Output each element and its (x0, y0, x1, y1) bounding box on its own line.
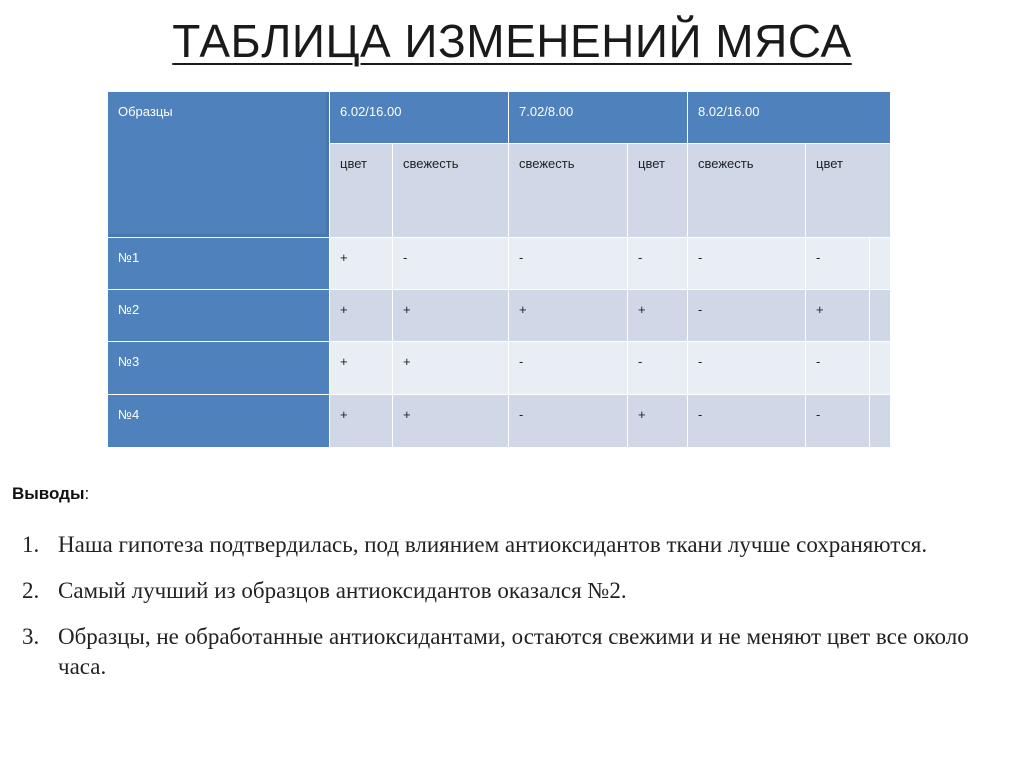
table-cell: - (688, 290, 806, 342)
table-row (108, 290, 891, 342)
table-stub (870, 395, 891, 448)
table-cell: - (393, 238, 509, 290)
table-stub (870, 290, 891, 342)
table-stub (870, 342, 891, 395)
list-item-number: 2. (22, 578, 40, 603)
table-cell: - (688, 395, 806, 448)
subheader-cell: цвет (330, 144, 393, 238)
list-item-number: 1. (22, 532, 40, 557)
meat-changes-table (107, 91, 891, 448)
subheader-cell: свежесть (393, 144, 509, 238)
table-cell: + (330, 395, 393, 448)
conclusions-list (22, 530, 982, 698)
list-item (22, 576, 982, 606)
table-cell: - (688, 238, 806, 290)
table-cell: + (806, 290, 870, 342)
table-cell: - (509, 395, 628, 448)
subheader-cell: цвет (628, 144, 688, 238)
row-label: №3 (108, 342, 330, 395)
table-cell: + (509, 290, 628, 342)
conclusions-heading-colon: : (84, 484, 90, 503)
row-label: №1 (108, 238, 330, 290)
table-row (108, 238, 891, 290)
table-cell: + (628, 395, 688, 448)
list-item (22, 622, 982, 682)
list-item-text: Самый лучший из образцов антиоксидантов оказался №2. (58, 578, 627, 603)
header-date-2: 7.02/8.00 (509, 92, 688, 144)
subheader-cell: свежесть (509, 144, 628, 238)
conclusions-heading (12, 484, 89, 504)
table-cell: - (628, 238, 688, 290)
table-cell: + (330, 238, 393, 290)
conclusions-heading-text: Выводы (12, 484, 85, 503)
table-cell: + (393, 395, 509, 448)
subheader-cell: цвет (806, 144, 891, 238)
table-cell: + (628, 290, 688, 342)
row-label: №2 (108, 290, 330, 342)
table-cell: - (806, 238, 870, 290)
table-cell: - (628, 342, 688, 395)
table-cell: + (330, 290, 393, 342)
table-cell: - (806, 342, 870, 395)
page-title (0, 14, 1024, 68)
subheader-cell: свежесть (688, 144, 806, 238)
table-cell: - (509, 342, 628, 395)
list-item-number: 3. (22, 624, 40, 649)
list-item (22, 530, 982, 560)
table-cell: - (509, 238, 628, 290)
header-date-1: 6.02/16.00 (330, 92, 509, 144)
table-cell: + (393, 342, 509, 395)
header-samples: Образцы (108, 92, 330, 238)
table-cell: - (688, 342, 806, 395)
header-date-3: 8.02/16.00 (688, 92, 891, 144)
table-cell: + (330, 342, 393, 395)
table-cell: + (393, 290, 509, 342)
table-cell: - (806, 395, 870, 448)
table-row (108, 395, 891, 448)
list-item-text: Наша гипотеза подтвердилась, под влиянием антиоксидантов ткани лучше сохраняются. (58, 532, 928, 557)
row-label: №4 (108, 395, 330, 448)
table-stub (870, 238, 891, 290)
table-row (108, 342, 891, 395)
list-item-text: Образцы, не обработанные антиоксидантами, остаются свежими и не меняют цвет все около часа. (58, 624, 969, 679)
page-title-text: ТАБЛИЦА ИЗМЕНЕНИЙ МЯСА (172, 15, 852, 67)
